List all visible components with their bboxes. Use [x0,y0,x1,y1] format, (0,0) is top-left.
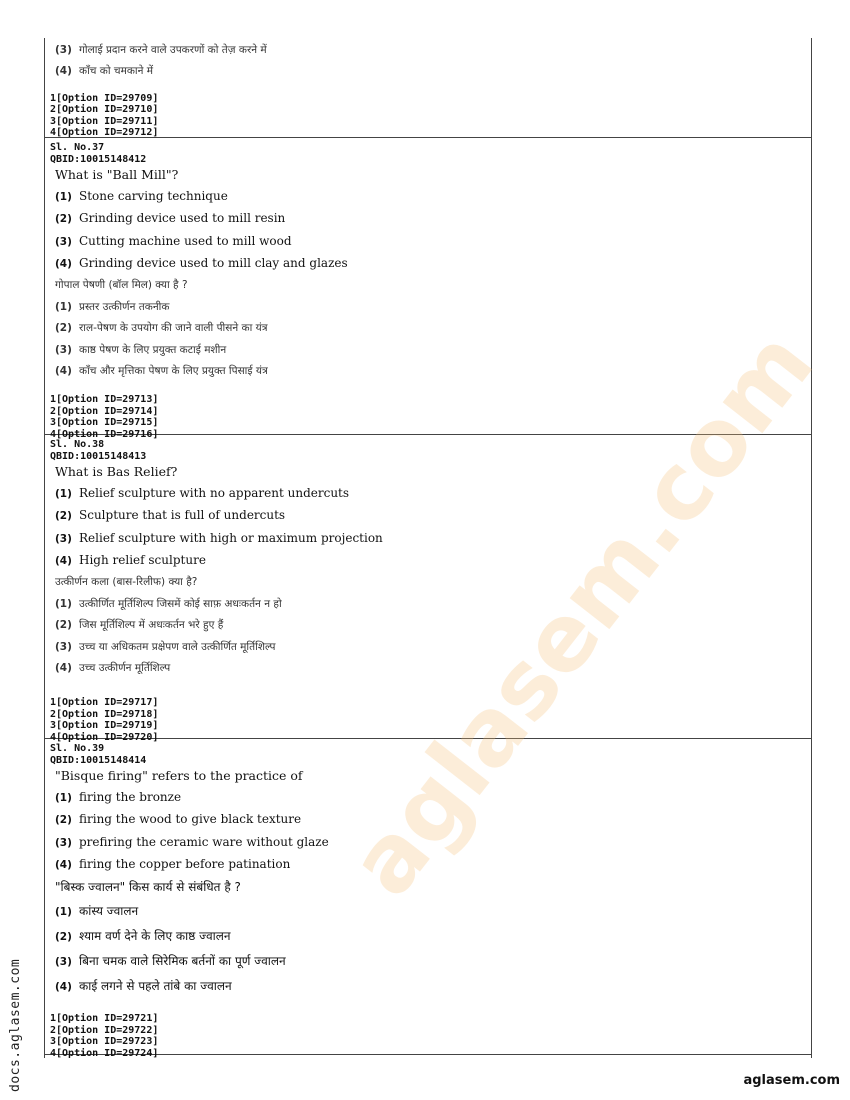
option-number: (4) [55,365,72,378]
watermark: aglasem.com [329,311,835,916]
hindi-option [45,974,811,999]
option-id: 4[Option ID=29716] [50,428,159,440]
option-id: 2[Option ID=29710] [50,104,159,116]
option-number: (2) [55,510,72,523]
question-text: What is "Ball Mill"? [55,167,179,182]
option-number: (1) [55,301,72,314]
option-id: 3[Option ID=29715] [50,417,159,429]
serial-number: Sl. No.39 [50,743,105,754]
hindi-option [45,658,811,679]
option-number: (3) [55,343,72,356]
option-id: 3[Option ID=29711] [50,115,159,127]
option-id: 4[Option ID=29724] [50,1047,159,1059]
option-text: उच्च या अधिकतम प्रक्षेपण वाले उत्कीर्णित मूर्तिशिल्प [79,640,276,653]
option-text: Relief sculpture with no apparent undercuts [79,486,350,500]
question-block-37 [45,138,811,440]
question-block-36-tail [45,38,811,138]
english-option [45,231,811,253]
question-meta [45,439,811,462]
option-number: (1) [55,191,72,203]
question-meta [45,142,811,165]
option-number: (1) [55,906,72,919]
option-number: (4) [55,858,72,871]
option-text: उच्च उत्कीर्णन मूर्तिशिल्प [79,662,171,675]
option-id: 4[Option ID=29712] [50,127,159,139]
english-option [45,483,811,505]
english-option [45,505,811,527]
english-option [45,253,811,275]
footer-brand: aglasem.com [743,1073,840,1088]
option-id: 1[Option ID=29721] [50,1013,159,1025]
option-text: गोलाई प्रदान करने वाले उपकरणों को तेज़ करने में [79,44,267,56]
option-text: कांस्य ज्वालन [79,904,139,919]
hindi-option [45,924,811,949]
option-id: 2[Option ID=29718] [50,708,159,720]
option-number: (3) [55,44,72,56]
side-url-text: docs.aglasem.com [8,958,23,1092]
option-text: Grinding device used to mill clay and glazes [79,255,348,270]
option-number: (3) [55,235,72,248]
option-text: प्रस्तर उत्कीर्णन तकनीक [79,301,170,314]
hindi-option [45,949,811,974]
option-text: उत्कीर्णित मूर्तिशिल्प जिसमें कोई साफ़ अधःकर्तन न हो [79,598,282,611]
option-number: (4) [55,65,72,78]
option-text: काई लगने से पहले तांबे का ज्वालन [79,979,232,994]
serial-number: Sl. No.37 [50,142,105,153]
option-number: (4) [55,981,72,994]
qbid: QBID:10015148412 [50,153,147,165]
option-id: 2[Option ID=29722] [50,1024,159,1036]
option-number: (4) [55,257,72,270]
question-text-hindi: गोपाल पेषणी (बॉल मिल) क्या है ? [55,279,188,292]
option-number: (2) [55,931,72,944]
question-text: What is Bas Relief? [55,464,178,479]
option-id-list [45,1013,811,1059]
option-text: श्याम वर्ण देने के लिए काष्ठ ज्वालन [79,929,231,944]
option-text: काँच और मृत्तिका पेषण के लिए प्रयुक्त पिसाई यंत्र [79,365,268,378]
question-text-hindi: "बिस्क ज्वालन" किस कार्य से संबंधित है ? [55,880,241,895]
option-id: 1[Option ID=29713] [50,394,159,406]
english-option [45,186,811,208]
hindi-option [45,615,811,636]
option-id: 1[Option ID=29709] [50,92,159,104]
hindi-option [45,361,811,382]
option-number: (4) [55,662,72,675]
hindi-option [45,594,811,615]
option-number: (1) [55,792,72,804]
english-option [45,550,811,572]
hindi-option [45,340,811,361]
option-number: (3) [55,836,72,849]
hindi-option [45,637,811,658]
hindi-option-3 [45,40,811,61]
english-option [45,787,811,809]
option-id: 3[Option ID=29719] [50,720,159,732]
document-frame [44,38,812,1058]
option-number: (4) [55,554,72,567]
option-text: prefiring the ceramic ware without glaze [79,834,329,849]
option-id: 2[Option ID=29714] [50,405,159,417]
option-id: 1[Option ID=29717] [50,697,159,709]
option-id: 3[Option ID=29723] [50,1036,159,1048]
option-text: काँच को चमकाने में [79,65,154,78]
option-number: (2) [55,322,72,335]
hindi-option-4 [45,61,811,82]
option-number: (2) [55,213,72,226]
option-id: 4[Option ID=29720] [50,731,159,743]
option-id-list [45,394,811,440]
option-text: Grinding device used to mill resin [79,211,286,226]
serial-number: Sl. No.38 [50,439,105,450]
option-id-list [45,697,811,743]
option-number: (3) [55,640,72,653]
hindi-option [45,899,811,924]
option-text: firing the wood to give black texture [79,812,302,827]
english-option [45,528,811,550]
question-text-hindi: उत्कीर्णन कला (बास-रिलीफ) क्या है? [55,576,198,589]
option-number: (2) [55,619,72,632]
option-number: (1) [55,598,72,611]
option-text: Sculpture that is full of undercuts [79,508,286,523]
option-text: High relief sculpture [79,552,206,567]
option-text: Stone carving technique [79,189,228,203]
option-number: (1) [55,488,72,500]
question-meta [45,743,811,766]
option-text: काष्ठ पेषण के लिए प्रयुक्त कटाई मशीन [79,343,227,356]
question-block-39 [45,739,811,1059]
option-text: बिना चमक वाले सिरेमिक बर्तनों का पूर्ण ज्वालन [79,954,286,969]
option-text: firing the bronze [79,790,182,804]
option-number: (3) [55,956,72,969]
option-id-list [45,93,811,139]
qbid: QBID:10015148413 [50,450,147,462]
hindi-option [45,318,811,339]
english-option [45,854,811,876]
option-number: (3) [55,532,72,545]
hindi-option [45,297,811,318]
english-option [45,208,811,230]
option-number: (2) [55,814,72,827]
option-text: Cutting machine used to mill wood [79,233,292,248]
english-option [45,809,811,831]
option-text: firing the copper before patination [79,856,291,871]
english-option [45,832,811,854]
option-text: जिस मूर्तिशिल्प में अधःकर्तन भरे हुए हैं [79,619,224,632]
question-block-38 [45,435,811,743]
option-text: राल-पेषण के उपयोग की जाने वाली पीसने का यंत्र [79,322,268,335]
qbid: QBID:10015148414 [50,754,147,766]
question-text: "Bisque firing" refers to the practice of [55,768,303,783]
option-text: Relief sculpture with high or maximum projection [79,530,383,545]
